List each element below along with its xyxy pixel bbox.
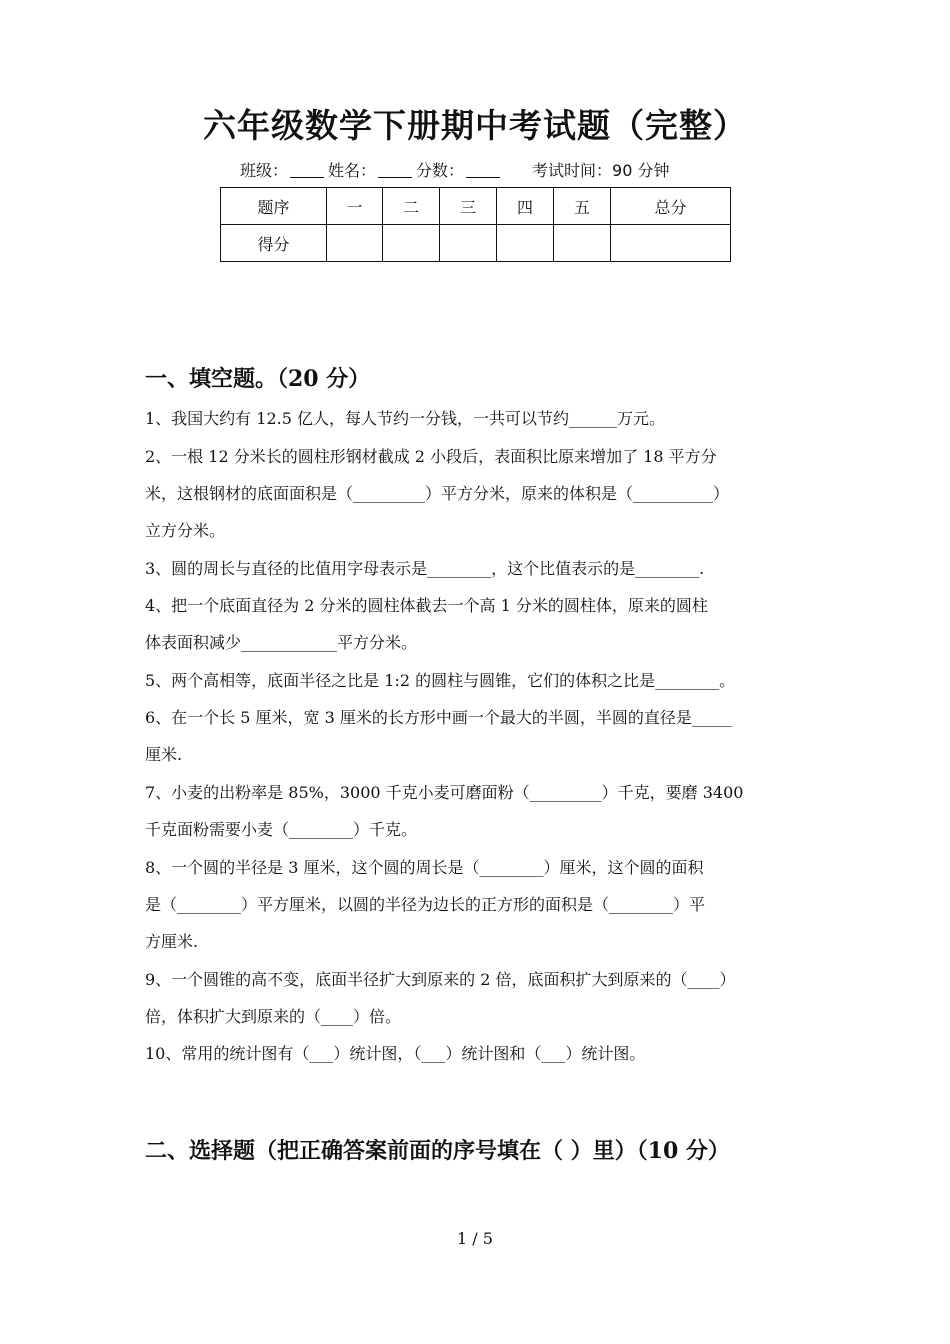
score-table-header-cell: 五	[554, 188, 611, 225]
question-line: 7、小麦的出粉率是 85%，3000 千克小麦可磨面粉（_________）千克，要磨 3400	[145, 783, 744, 802]
question-line: 倍，体积扩大到原来的（____）倍。	[145, 1007, 402, 1026]
student-info-line	[240, 157, 670, 181]
score-cell[interactable]	[554, 225, 611, 262]
question-line: 4、把一个底面直径为 2 分米的圆柱体截去一个高 1 分米的圆柱体，原来的圆柱	[145, 596, 708, 615]
name-blank	[378, 161, 412, 178]
name-label: 姓名：	[328, 160, 377, 180]
score-table-header-cell: 三	[440, 188, 497, 225]
score-cell[interactable]	[383, 225, 440, 262]
question-line: 立方分米。	[145, 521, 226, 540]
section-2-title: 二、选择题（把正确答案前面的序号填在（ ）里）（10 分）	[145, 1138, 730, 1164]
question-line: 厘米.	[145, 745, 183, 764]
page-number: 1 / 5	[457, 1229, 493, 1248]
question-line: 千克面粉需要小麦（________）千克。	[145, 820, 418, 839]
exam-title: 六年级数学下册期中考试题（完整）	[203, 106, 747, 145]
question-line: 米，这根钢材的底面面积是（_________）平方分米，原来的体积是（__________）	[145, 484, 730, 503]
question-line: 方厘米.	[145, 932, 199, 951]
class-label: 班级：	[240, 160, 289, 180]
question-line: 是（________）平方厘米，以圆的半径为边长的正方形的面积是（________）平	[145, 895, 706, 914]
question-line: 3、圆的周长与直径的比值用字母表示是________，这个比值表示的是________.	[145, 559, 705, 578]
score-table-header-cell: 总分	[611, 188, 731, 225]
exam-time: 考试时间：90 分钟	[532, 160, 670, 180]
score-table-score-row	[221, 225, 731, 262]
score-cell[interactable]	[327, 225, 383, 262]
class-blank	[290, 161, 324, 178]
score-row-label: 得分	[221, 225, 327, 262]
question-line: 6、在一个长 5 厘米，宽 3 厘米的长方形中画一个最大的半圆，半圆的直径是_____	[145, 708, 732, 727]
score-table	[220, 187, 731, 262]
score-table-header-cell: 二	[383, 188, 440, 225]
section-1-title: 一、填空题。（20 分）	[145, 366, 371, 392]
question-line: 体表面积减少____________平方分米。	[145, 633, 418, 652]
score-table-header-cell: 四	[497, 188, 554, 225]
score-table-header-cell: 一	[327, 188, 383, 225]
score-blank	[466, 161, 500, 178]
score-cell[interactable]	[497, 225, 554, 262]
question-line: 2、一根 12 分米长的圆柱形钢材截成 2 小段后，表面积比原来增加了 18 平方分	[145, 447, 717, 466]
question-line: 9、一个圆锥的高不变，底面半径扩大到原来的 2 倍，底面积扩大到原来的（____）	[145, 970, 736, 989]
question-line: 5、两个高相等，底面半径之比是 1:2 的圆柱与圆锥，它们的体积之比是________。	[145, 671, 736, 690]
total-score-cell[interactable]	[611, 225, 731, 262]
score-table-header-row	[221, 188, 731, 225]
score-cell[interactable]	[440, 225, 497, 262]
score-label: 分数：	[416, 160, 465, 180]
score-table-header-cell: 题序	[221, 188, 327, 225]
question-line: 8、一个圆的半径是 3 厘米，这个圆的周长是（________）厘米，这个圆的面积	[145, 858, 704, 877]
question-line: 10、常用的统计图有（___）统计图，（___）统计图和（___）统计图。	[145, 1044, 646, 1063]
question-line: 1、我国大约有 12.5 亿人，每人节约一分钱，一共可以节约______万元。	[145, 409, 665, 428]
